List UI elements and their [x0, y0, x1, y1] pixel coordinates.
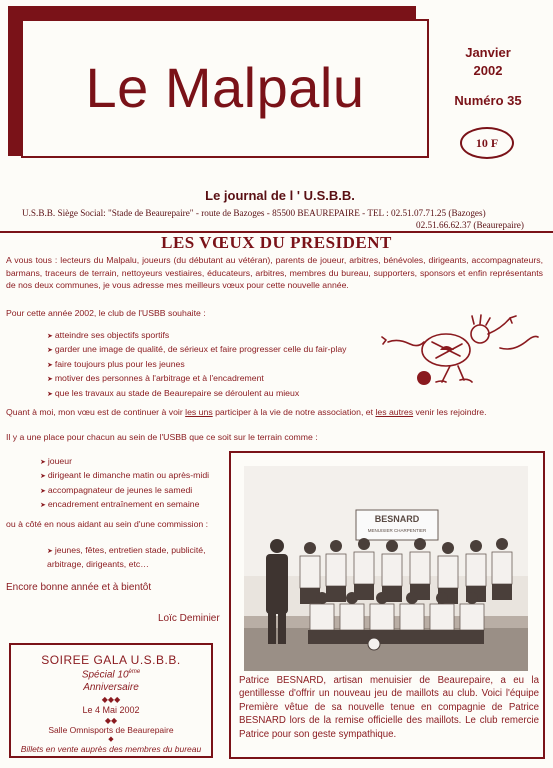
list-item: ➤ joueur	[40, 455, 209, 469]
list-item: ➤ dirigeant le dimanche matin ou après-midi	[40, 469, 209, 483]
issue-number: Numéro 35	[454, 93, 522, 108]
cartoon-player-illustration	[380, 312, 545, 392]
list-item: ➤ faire toujours plus pour les jeunes	[47, 358, 347, 372]
list-item: ➤ garder une image de qualité, de sérieux et faire progresser celle du fair-play	[47, 343, 347, 357]
issue-month: Janvier	[465, 45, 511, 60]
issue-year: 2002	[473, 63, 503, 78]
gala-anniversary: Anniversaire	[83, 682, 139, 693]
roles-intro: Il y a une place pour chacun au sein de l'USBB que ce soit sur le terrain comme :	[6, 432, 318, 442]
team-photo	[244, 466, 528, 671]
banner-text: BESNARD	[374, 514, 420, 524]
list-item: ➤ accompagnateur de jeunes le samedi	[40, 484, 209, 498]
intro-paragraph: A vous tous : lecteurs du Malpalu, joueurs (du débutant au vétéran), parents de joueur, arbitres, bénévoles, dirigeants, accompagnateurs, barmans, traceurs de terrain, nettoyeurs vestiaires, éducateurs, arbitres, membres du bureau, supporters, sponsors et enfin représentants de nos deux communes, je vous adresse mes meilleurs vœux pour cette nouvelle année.	[6, 255, 543, 290]
text-span: participer à la vie de notre association, et	[212, 407, 376, 417]
underlined-text: les uns	[185, 407, 213, 417]
wishes-intro: Pour cette année 2002, le club de l'USBB souhaite :	[6, 308, 206, 318]
diamond-divider: ◆	[108, 736, 114, 743]
diamond-divider: ◆◆◆	[101, 695, 121, 704]
club-phone-2: 02.51.66.62.37 (Beaurepaire)	[416, 220, 524, 230]
list-item: ➤ atteindre ses objectifs sportifs	[47, 329, 347, 343]
diamond-divider: ◆◆	[104, 716, 118, 725]
gala-special	[11, 669, 211, 680]
text-span: venir les rejoindre.	[413, 407, 487, 417]
photo-caption: Patrice BESNARD, artisan menuisier de Beaurepaire, a eu la gentillesse d'offrir un nouveau jeu de maillots au club. Voici l'équipe Première vêtue de sa nouvelle tenue en compagnie de Patrice BESNARD lors de la remise officielle des maillots. Le club remercie Patrice pour son geste sympathique.	[239, 675, 539, 740]
gala-date: Le 4 Mai 2002	[82, 705, 140, 715]
wishes-list	[47, 329, 347, 401]
closing-wish: Encore bonne année et à bientôt	[6, 582, 152, 593]
newsletter-subtitle: Le journal de l ' U.S.B.B.	[205, 188, 355, 203]
list-item-continued: arbitrage, dirigeants, etc…	[47, 559, 149, 569]
commission-intro: ou à côté en nous aidant au sein d'une commission :	[6, 519, 209, 529]
newsletter-title: Le Malpalu	[85, 56, 365, 119]
list-item: ➤ que les travaux au stade de Beaurepaire se déroulent au mieux	[47, 387, 347, 401]
gala-announcement-box	[9, 643, 213, 758]
text-span: Spécial 10	[81, 669, 129, 681]
superscript: ème	[128, 669, 141, 675]
price-badge: 10 F	[460, 127, 514, 159]
article-headline: LES VŒUX DU PRESIDENT	[161, 233, 392, 252]
list-item: ➤ encadrement entraînement en semaine	[40, 498, 209, 512]
gala-tickets: Billets en vente auprès des membres du bureau	[20, 744, 202, 754]
roles-list	[40, 455, 209, 513]
gala-venue: Salle Omnisports de Beaurepaire	[48, 725, 174, 735]
text-span: Quant à moi, mon vœu est de continuer à voir	[6, 407, 186, 417]
president-wish-paragraph	[6, 406, 487, 419]
signature: Loïc Deminier	[158, 613, 220, 624]
commission-list	[47, 544, 227, 571]
gala-title: SOIREE GALA U.S.B.B.	[41, 653, 181, 667]
underlined-text: les autres	[375, 407, 414, 417]
list-item: ➤ motiver des personnes à l'arbitrage et à l'encadrement	[47, 372, 347, 386]
banner-subtext: MENUISIER CHARPENTIER	[367, 528, 427, 533]
list-item: ➤ jeunes, fêtes, entretien stade, publicité,	[47, 544, 227, 558]
club-address: U.S.B.B. Siège Social: "Stade de Beaurepaire" - route de Bazoges - 85500 BEAUREPAIRE - TEL : 02.51.07.71.25 (Bazoges)	[22, 208, 486, 218]
